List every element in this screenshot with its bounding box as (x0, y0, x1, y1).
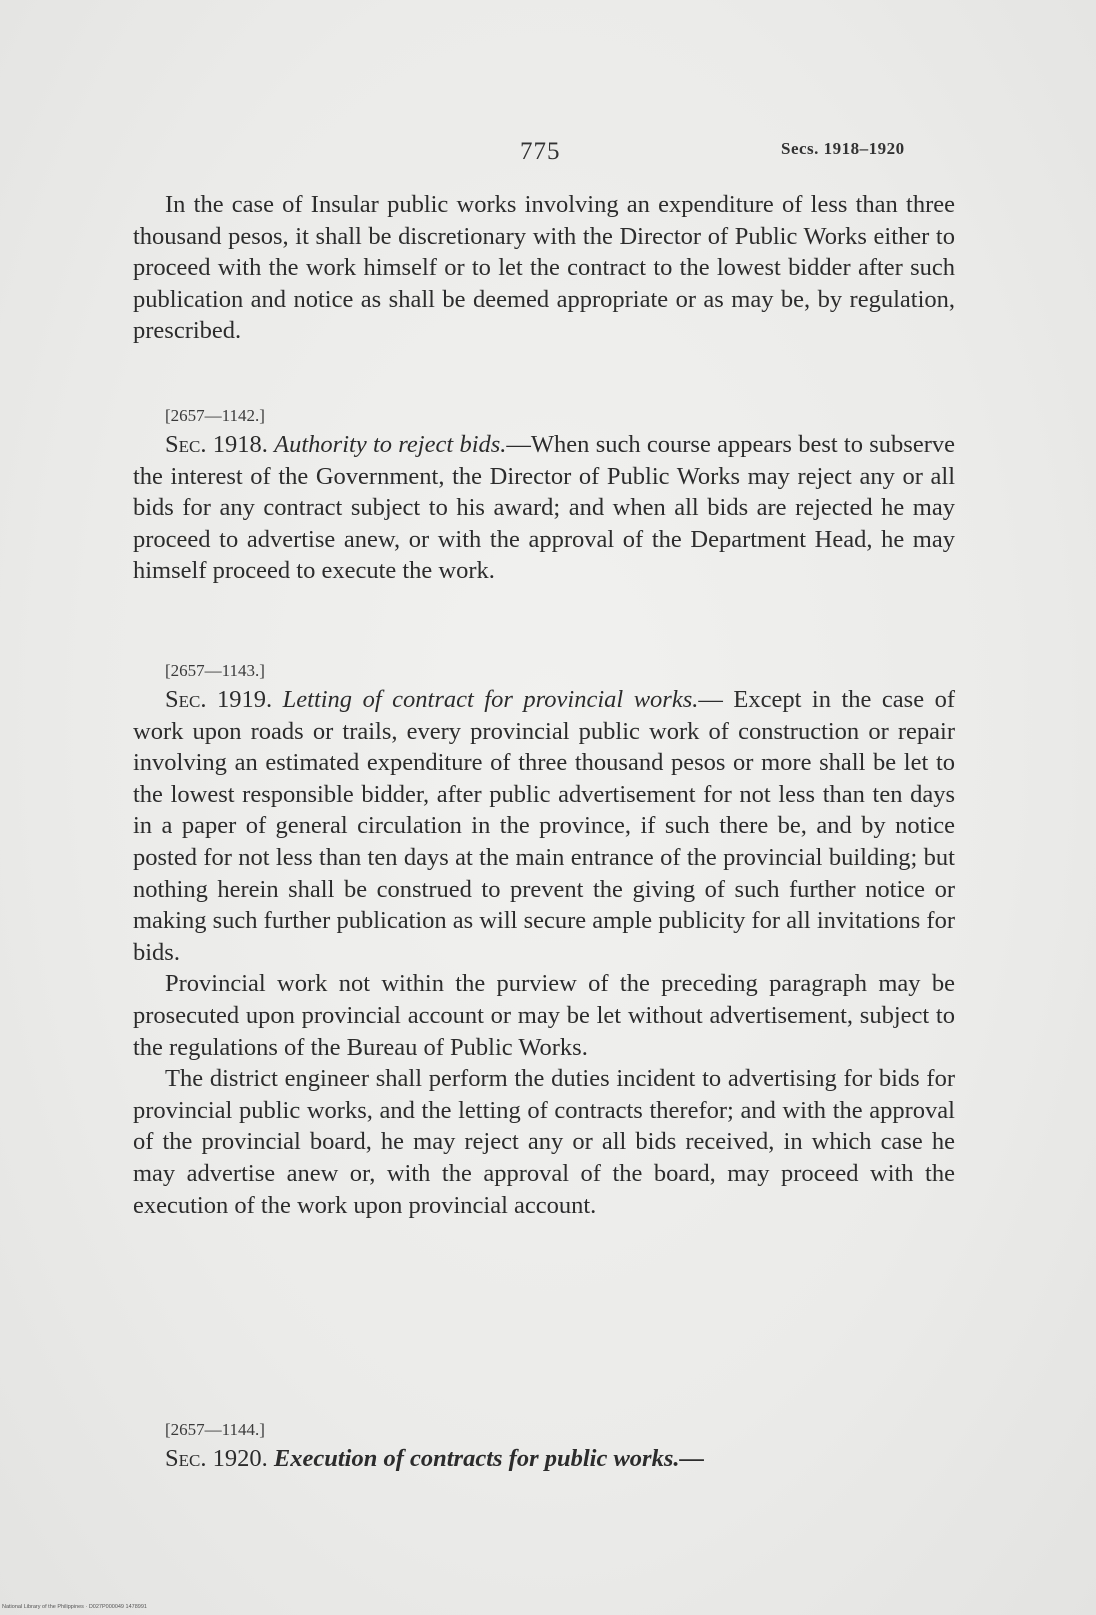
section-range-header: Secs. 1918–1920 (781, 139, 905, 158)
intro-block (133, 189, 955, 347)
section-1919 (133, 684, 955, 1221)
section-title: Letting of contract for provincial works. (282, 686, 699, 713)
section-1920-paragraph (133, 1443, 955, 1475)
source-reference: [2657—1142.] (165, 406, 265, 425)
section-number: Sec. 1919. (165, 686, 273, 713)
section-text: — Except in the case of work upon roads or trails, every provincial public work of construction or repair involving an estimated expenditure of three thousand pesos or more shall be let to the lowest responsible bidder, after public advertisement for not less than ten days in a paper of general circulation in the province, if such there be, and by notice posted for not less than ten days at the main entrance of the provincial building; but nothing herein shall be construed to prevent the giving of such further notice or making such further publication as will secure ample publicity for all invitations for bids. (133, 686, 956, 966)
section-1918-paragraph (133, 429, 955, 587)
section-1919-paragraph-3: The district engineer shall perform the duties incident to advertising for bids for provincial public works, and the letting of contracts therefor; and with the approval of the provincial board, he may reject any or all bids received, in which case he may advertise anew or, with the approval of the board, may proceed with the execution of the work upon provincial account. (133, 1065, 955, 1219)
source-reference: [2657—1144.] (165, 1420, 265, 1439)
section-title: Execution of contracts for public works.— (273, 1445, 704, 1472)
page-number: 775 (520, 138, 561, 165)
section-text: —When such course appears best to subserve the interest of the Government, the Director of Public Works may reject any or all bids for any contract subject to his award; and when all bids are rejected he may proceed to advertise anew, or with the approval of the Department Head, he may himself proceed to execute the work. (133, 431, 955, 585)
section-1920 (133, 1443, 955, 1475)
section-number: Sec. 1918. (165, 431, 268, 458)
source-reference: [2657—1143.] (165, 661, 265, 680)
section-1919-paragraph (133, 684, 955, 968)
intro-paragraph: In the case of Insular public works involving an expenditure of less than three thousand pesos, it shall be discretionary with the Director of Public Works either to proceed with the work himself or to let the contract to the lowest bidder after such publication and notice as shall be deemed appropriate or as may be, by regulation, prescribed. (133, 191, 955, 345)
section-title: Authority to reject bids. (274, 431, 507, 458)
footer-credit: National Library of the Philippines · D027P000049 1478991 (2, 1604, 147, 1610)
section-1918 (133, 429, 955, 587)
section-1919-paragraph-2: Provincial work not within the purview of the preceding paragraph may be prosecuted upon provincial account or may be let without advertisement, subject to the regulations of the Bureau of Public Works. (133, 970, 955, 1061)
section-number: Sec. 1920. (165, 1445, 268, 1472)
